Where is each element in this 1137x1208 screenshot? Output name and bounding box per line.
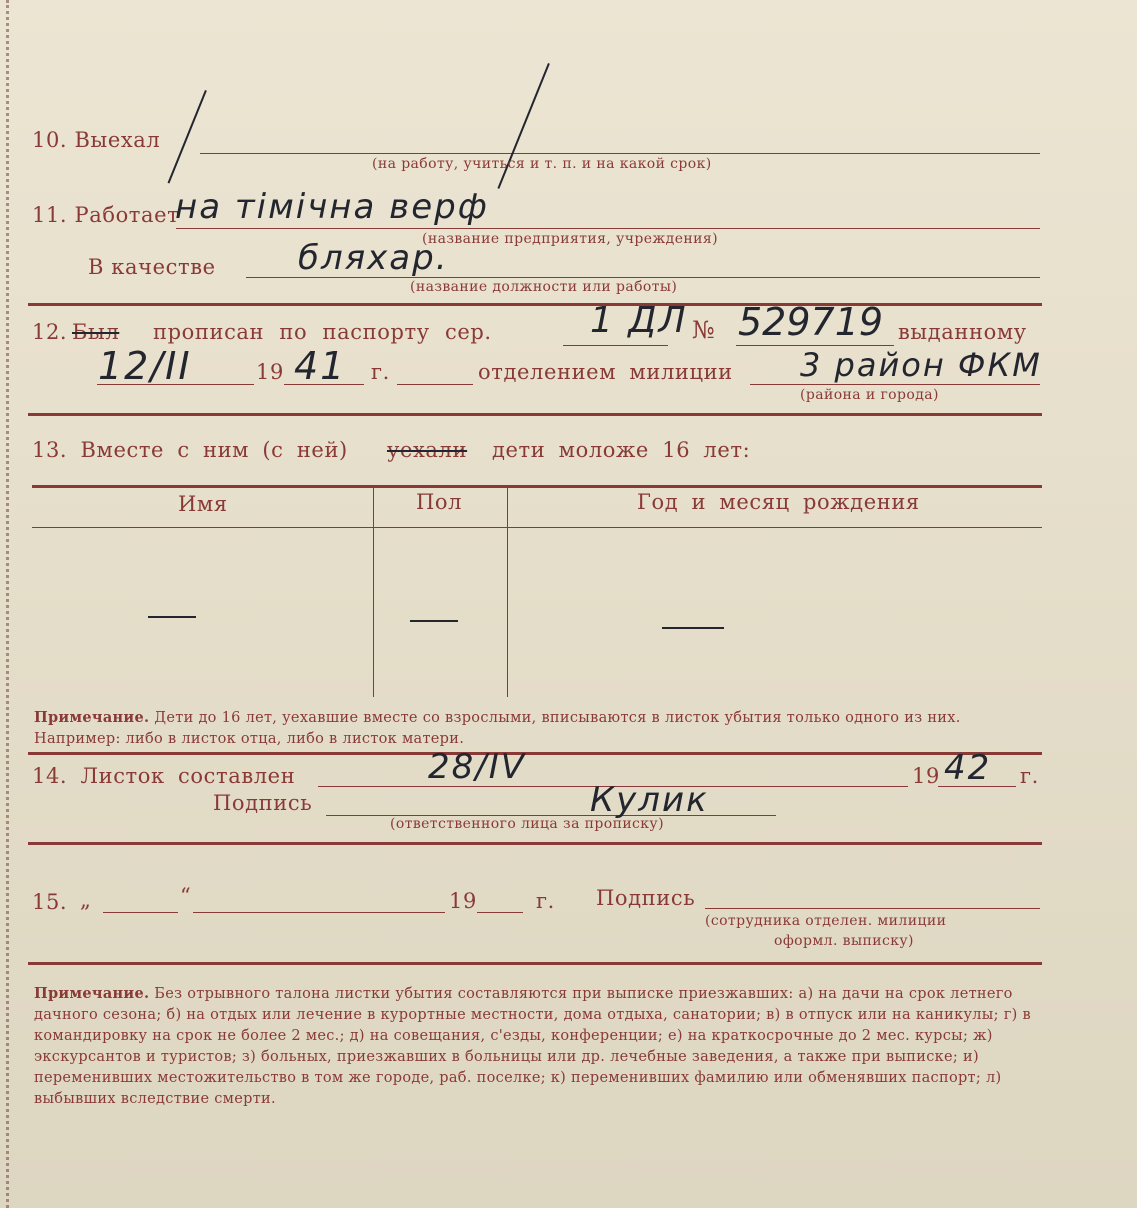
table-header-birth: Год и месяц рождения bbox=[637, 490, 920, 514]
divider bbox=[28, 303, 1042, 306]
table-dash-name bbox=[148, 616, 196, 618]
issue-date: 12/ІІ bbox=[98, 344, 192, 388]
table-col-divider bbox=[507, 487, 508, 697]
field-15-month-line bbox=[193, 912, 445, 913]
field-15-label: 15. bbox=[32, 890, 68, 914]
field-12-number: 12. bbox=[32, 320, 68, 344]
issue-year: 41 bbox=[294, 344, 347, 388]
note-2-title: Примечание. bbox=[34, 985, 150, 1002]
blank-line bbox=[397, 384, 473, 385]
dept-handwriting: 3 район ФКМ bbox=[800, 346, 1042, 384]
table-header-border bbox=[32, 527, 1042, 528]
field-15-hint-1: (сотрудника отделен. милиции bbox=[705, 913, 947, 929]
passport-number: 529719 bbox=[738, 300, 884, 344]
capacity-label: В качестве bbox=[88, 255, 216, 279]
signature-label: Подпись bbox=[213, 791, 313, 815]
divider bbox=[28, 842, 1042, 845]
capacity-handwriting: бляхар. bbox=[298, 238, 449, 278]
note-1-title: Примечание. bbox=[34, 709, 150, 726]
note-2 bbox=[34, 983, 1044, 1110]
note-1-text: Дети до 16 лет, уехавшие вместе со взрослыми, вписываются в листок убытия только одного из них. Например: либо в листок отца, либо в листок матери. bbox=[34, 710, 961, 747]
field-14-label: 14. Листок составлен bbox=[32, 764, 296, 788]
compiled-year: 42 bbox=[944, 748, 992, 788]
field-15-sign-line bbox=[705, 908, 1040, 909]
field-14-year-suffix: г. bbox=[1020, 764, 1039, 788]
divider bbox=[28, 752, 1042, 755]
field-14-year-prefix: 19 bbox=[912, 764, 940, 788]
note-2-text: Без отрывного талона листки убытия составляются при выписке приезжавших: а) на дачи на срок летнего дачного сезона; б) на отдых или лечение в курортные местности, дома отдыха, санатории; в) в отпуск или на каникулы; г) в командировку на срок не более 2 мес.; д) на совещания, с'езды, конференции; е) на краткосрочные до 2 мес. курсы; ж) экскурсантов и туристов; з) больных, приезжавших в больницы или др. лечебные заведения, а также при выписке; и) переменивших местожительство в том же городе, раб. поселке; к) переменивших фамилию или обменявших паспорт; л) выбывших вследствие смерти. bbox=[34, 986, 1031, 1107]
table-header-sex: Пол bbox=[416, 490, 463, 514]
field-11-hint: (название предприятия, учреждения) bbox=[422, 231, 718, 247]
divider bbox=[28, 413, 1042, 416]
field-15-quote-close: “ bbox=[180, 884, 192, 908]
table-top-border bbox=[32, 485, 1042, 488]
dept-line bbox=[750, 384, 1040, 385]
field-11-line bbox=[176, 228, 1040, 229]
capacity-hint: (название должности или работы) bbox=[410, 279, 678, 295]
series-line bbox=[563, 345, 668, 346]
field-13-struck: уехали bbox=[387, 438, 468, 462]
field-15-hint-2: оформл. выписку) bbox=[774, 933, 914, 949]
divider bbox=[28, 962, 1042, 965]
compiled-date: 28/ІV bbox=[428, 747, 527, 787]
field-10-label: 10. Выехал bbox=[32, 128, 161, 152]
field-11-label: 11. Работает bbox=[32, 203, 180, 227]
field-15-day-line bbox=[103, 912, 178, 913]
table-header-name: Имя bbox=[178, 492, 228, 516]
field-10-line bbox=[200, 153, 1040, 154]
note-1 bbox=[34, 707, 1044, 750]
field-15-sign-label: Подпись bbox=[596, 886, 696, 910]
field-13-rest: дети моложе 16 лет: bbox=[492, 438, 751, 462]
dept-label: отделением милиции bbox=[478, 360, 733, 384]
year-suffix: г. bbox=[371, 360, 390, 384]
field-15-quote-open: „ bbox=[80, 888, 92, 912]
table-dash-sex bbox=[410, 620, 458, 622]
number-sign: № bbox=[692, 316, 716, 344]
table-dash-birth bbox=[662, 627, 724, 629]
field-13-label: 13. Вместе с ним (с ней) bbox=[32, 438, 348, 462]
field-12-struck: Был bbox=[72, 320, 120, 344]
dept-hint: (района и города) bbox=[800, 387, 939, 403]
table-col-divider bbox=[373, 487, 374, 697]
series-handwriting: 1 ДЛ bbox=[590, 300, 688, 341]
year-prefix: 19 bbox=[256, 360, 284, 384]
field-12-label: прописан по паспорту сер. bbox=[153, 320, 492, 344]
field-15-year-line bbox=[477, 912, 523, 913]
field-15-year-prefix: 19 bbox=[449, 889, 477, 913]
signature-hint: (ответственного лица за прописку) bbox=[390, 816, 664, 832]
perforation-edge bbox=[6, 0, 11, 1208]
signature-handwriting: Кулик bbox=[590, 780, 709, 820]
field-10-hint: (на работу, учиться и т. п. и на какой срок) bbox=[372, 156, 712, 172]
workplace-handwriting: на тімічна верф bbox=[175, 187, 489, 227]
issued-label: выданному bbox=[898, 320, 1027, 344]
field-15-year-suffix: г. bbox=[536, 889, 555, 913]
